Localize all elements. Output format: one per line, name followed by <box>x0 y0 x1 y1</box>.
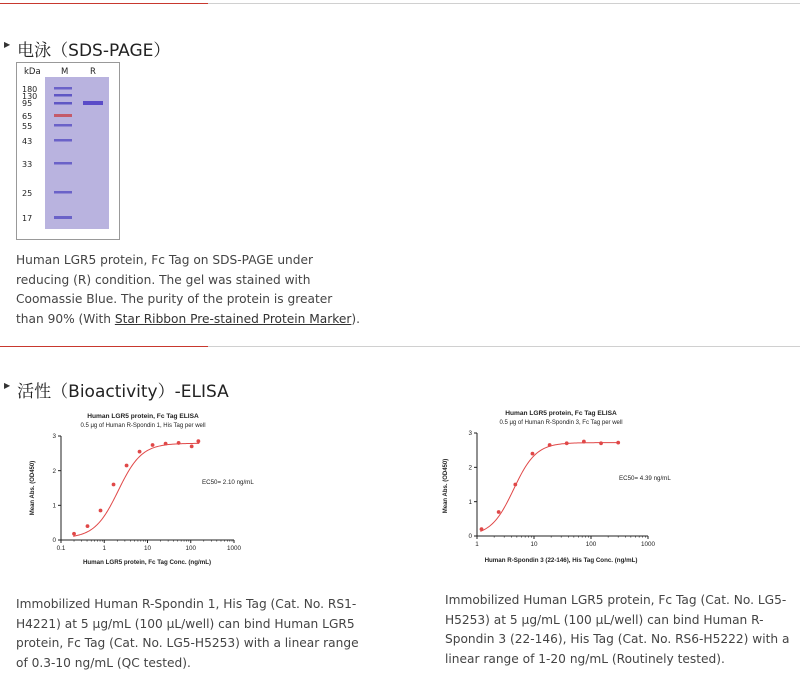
marker-label-180: 180 <box>22 85 38 94</box>
chart-right-data-point <box>480 527 484 531</box>
chart-right-data-point <box>497 510 501 514</box>
elisa-chart-right <box>437 404 677 568</box>
section-divider-accent <box>0 346 208 347</box>
section-divider <box>0 346 800 347</box>
chart-right-data-point <box>616 441 620 445</box>
chart-left-data-point <box>138 450 142 454</box>
chart-left-data-point <box>112 483 116 487</box>
marker-band-95 <box>54 102 72 105</box>
elisa-chart-left <box>20 408 270 570</box>
sds-caption-part1: Human LGR5 protein, Fc Tag on SDS-PAGE under reducing (R) condition. The gel was stained with Coomassie Blue. The purity of the protein is greater than 90% (With <box>16 253 333 326</box>
chart-left-data-point <box>151 443 155 447</box>
chart-right-ec50: EC50= 4.39 ng/mL <box>619 475 671 482</box>
marker-label-33: 33 <box>22 160 33 169</box>
chart-left-data-point <box>125 464 129 468</box>
marker-label-43: 43 <box>22 137 33 146</box>
marker-label-55: 55 <box>22 122 33 131</box>
marker-band-33 <box>54 162 72 165</box>
chart-right-xtick-label: 1 <box>475 541 479 548</box>
chart-left-data-point <box>86 524 90 528</box>
chart-right-data-point <box>513 483 517 487</box>
top-divider <box>0 3 800 4</box>
star-ribbon-marker-link[interactable]: Star Ribbon Pre-stained Protein Marker <box>114 311 352 326</box>
marker-label-65: 65 <box>22 112 33 121</box>
chart-left-data-point <box>190 445 194 449</box>
chart-right-xtick-label: 100 <box>585 541 597 548</box>
gel-unit-label: kDa <box>24 67 41 77</box>
marker-band-130 <box>54 94 72 97</box>
top-divider-accent <box>0 3 208 4</box>
gel-svg <box>17 63 121 241</box>
chart-left-fit-curve <box>73 443 199 536</box>
marker-label-130: 130 <box>22 92 38 101</box>
bullet-triangle-icon: ▶ <box>4 381 11 390</box>
chart-left-title: Human LGR5 protein, Fc Tag ELISA <box>87 413 199 420</box>
chart-left-data-point <box>99 509 103 513</box>
sds-page-heading <box>4 36 170 61</box>
chart-right-ytick-label: 0 <box>468 533 472 541</box>
chart-right-ytick-label: 1 <box>468 498 472 506</box>
chart-right-data-point <box>531 452 535 456</box>
chart-right-fit-curve <box>480 443 619 532</box>
chart-right-title: Human LGR5 protein, Fc Tag ELISA <box>505 410 617 417</box>
chart-right-ylabel: Mean Abs. (OD450) <box>443 458 449 514</box>
chart-right-xtick-label: 10 <box>530 541 538 548</box>
gel-lane-m-label: M <box>61 67 69 77</box>
gel-marker-labels <box>22 85 37 223</box>
sds-caption-part2: ). <box>351 311 361 326</box>
sds-page-caption <box>16 251 361 329</box>
chart-right-xlabel: Human R-Spondin 3 (22-146), His Tag Conc. (ng/mL) <box>484 557 638 564</box>
chart-right-data-point <box>582 440 586 444</box>
marker-label-25: 25 <box>22 189 33 198</box>
chart-right-ytick-label: 3 <box>468 430 472 438</box>
chart-left-data-point <box>177 441 181 445</box>
chart-left-xtick-label: 1 <box>102 545 107 552</box>
chart-left-ytick-label: 0 <box>52 537 56 545</box>
chart-right-data-point <box>599 441 603 445</box>
chart-right-subtitle: 0.5 μg of Human R-Spondin 3, Fc Tag per well <box>499 420 623 426</box>
marker-label-17: 17 <box>22 214 33 223</box>
chart-left-xtick-label: 10 <box>143 545 152 552</box>
marker-band-65 <box>54 114 72 117</box>
gel-lane-r-label: R <box>90 67 96 77</box>
chart-left-ytick-label: 2 <box>52 467 56 475</box>
marker-label-95: 95 <box>22 99 33 108</box>
bullet-triangle-icon: ▶ <box>4 40 11 49</box>
chart-right-data-point <box>548 443 552 447</box>
chart-left-data-point <box>72 532 76 536</box>
bioactivity-title: 活性（Bioactivity）-ELISA <box>17 382 229 402</box>
chart-left-ylabel: Mean Abs. (OD450) <box>30 460 36 516</box>
marker-band-43 <box>54 139 72 142</box>
elisa-right-caption: Immobilized Human LGR5 protein, Fc Tag (Cat. No. LG5-H5253) at 5 μg/mL (100 μL/well) can bind Human R-Spondin 3 (22-146), His Tag (Cat. No. RS6-H5222) with a linear range of 1-20 ng/mL (Routinely tested). <box>445 593 790 666</box>
chart-right-data-point <box>565 441 569 445</box>
chart-left-xtick-label: 0.1 <box>56 545 66 552</box>
chart-left-xtick-label: 1000 <box>226 545 242 552</box>
bioactivity-heading <box>4 377 229 402</box>
elisa-left-caption: Immobilized Human R-Spondin 1, His Tag (Cat. No. RS1-H4221) at 5 μg/mL (100 μL/well) can bind Human LGR5 protein, Fc Tag (Cat. No. LG5-H5253) with a linear range of 0.3-10 ng/mL (QC tested). <box>16 597 359 670</box>
marker-band-55 <box>54 124 72 127</box>
sds-page-title: 电泳（SDS-PAGE） <box>17 41 171 61</box>
chart-left-ytick-label: 3 <box>52 433 56 441</box>
chart-left-ec50: EC50= 2.10 ng/mL <box>202 479 254 486</box>
marker-band-25 <box>54 191 72 194</box>
sample-band-r <box>83 101 103 105</box>
gel-image <box>16 62 120 240</box>
marker-band-180 <box>54 87 72 90</box>
chart-left-subtitle: 0.5 μg of Human R-Spondin 1, His Tag per well <box>80 423 206 429</box>
chart-left-ytick-label: 1 <box>52 502 56 510</box>
chart-right-ytick-label: 2 <box>468 464 472 472</box>
chart-left-data-point <box>164 442 168 446</box>
chart-left-data-point <box>196 439 200 443</box>
gel-body <box>45 77 109 229</box>
chart-left-xlabel: Human LGR5 protein, Fc Tag Conc. (ng/mL) <box>82 559 212 566</box>
chart-left-xtick-label: 100 <box>185 545 197 552</box>
marker-band-17 <box>54 216 72 219</box>
chart-right-xtick-label: 1000 <box>640 541 656 548</box>
